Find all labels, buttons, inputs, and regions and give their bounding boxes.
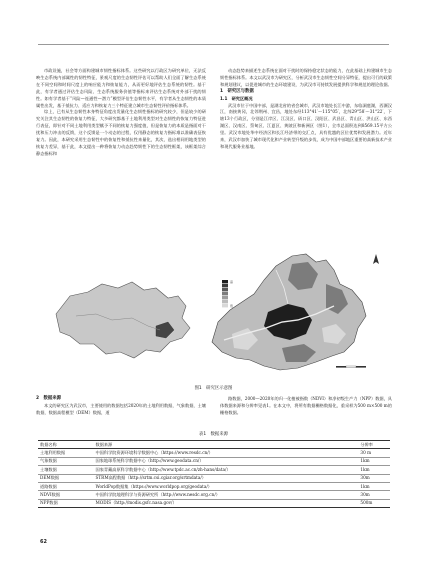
scale-bar <box>336 366 366 368</box>
data-source-text-left: 本文的研究区为武汉市，主要使用的数据包括2020年的土地利用数据，气象数据，土壤数据，数据高程模型（DEM）数据，道 <box>36 402 206 415</box>
north-arrow-icon <box>373 254 379 264</box>
cell-name: 土地利用数据 <box>40 449 66 455</box>
cell-source: MODIS（http://modis.gsfc.nasa.gov/） <box>95 500 177 506</box>
table-header-row <box>38 441 390 449</box>
table-row <box>38 466 390 474</box>
data-source-section-right <box>220 396 392 417</box>
cell-resolution: 1km <box>360 466 370 472</box>
header-source: 数据来源 <box>95 441 113 447</box>
cell-name: 气象数据 <box>40 458 57 464</box>
table-row <box>38 449 390 457</box>
table-row <box>38 491 390 499</box>
table-row <box>38 482 390 490</box>
cell-resolution: 1km <box>360 483 370 489</box>
cell-name: 道路数据 <box>40 483 57 489</box>
cell-source: WorldPop数据集（https://www.worldpop.org/geodata/） <box>95 483 212 489</box>
cell-name: NDVI数据 <box>40 491 61 497</box>
cell-name: 土壤数据 <box>40 466 57 472</box>
cell-source: 国家青藏高原科学数据中心（http://www.tpdc.ac.cn/zh-hans/data/） <box>95 466 231 472</box>
page-number: 62 <box>40 539 47 545</box>
right-column <box>220 68 392 151</box>
hubei-inset-map <box>56 282 190 358</box>
left-paragraph-1: 市政设施，社会等方面构建城市韧性指标体系。这些研究以行政区为研究单位，无法反映生态系统内部属性的韧性特征，景观尺度的生态韧性评估可以帮助人们全面了解生态系统在不同空间和时间尺度上的响应能力和恢复能力，从而更好地评估生态系统的韧性。基于此，有学者通过评估生态风险、生态系统服务价值等指标来评估生态系统对外部干扰的韧性。如有学者基于“风险—连通性—潜力”模型评估生态韧性水平，有学者从生态韧性的本质属性出发，基于抵抗力、适应力和恢复力三个特征建立城市生态韧性评价指标体系。 <box>36 68 206 108</box>
cell-resolution: 30m <box>360 475 370 481</box>
table-row <box>38 457 390 465</box>
study-area-map <box>36 244 392 376</box>
subsection-heading: 1.1 研究区概况 <box>220 95 253 101</box>
cell-name: NPP数据 <box>40 500 58 506</box>
cell-source: 中国科学院资源环境科学数据中心（https://www.resdc.cn/） <box>95 449 213 455</box>
data-source-text-right: 路数据，2000—2020年的归一化植被指数（NDVI）和净初级生产力（NPP）数据，具体数据来源和分辨率见表1。在本文中，将所有数据栅格数据化，重采样为500 m×500 m的栅格数据。 <box>220 396 392 415</box>
study-area-paragraph: 武汉市位于中国中部，是湖北省的省会城市，武汉市地处长江中游，东临洞庭湖，西濒汉江，南接黄冈，北邻荆州、宜昌，地处东经113°41′～115°05′，北纬29°58′～31°22′，下辖13个行政区，分别是江岸区、江汉区、硚口区、汉阳区、武昌区、青山区、洪山区、东西湖区、汉南区、蔡甸区、江夏区、黄陂区和新洲区（图1），全市总面积达到8569.15平方公里。武汉市地处华中经济区和长江经济带的交汇点，具有优越的区位优势和发展潜力。近年来，武汉市加快了城市现代化和产业转型升级的步伐，成为中国中部地区重要的高新技术产业和现代服务业基地。 <box>220 102 392 149</box>
header-name: 数据名称 <box>40 441 57 447</box>
legend-label-high: 高 <box>230 280 234 284</box>
cell-resolution: 30m <box>360 491 370 497</box>
legend-label-low: 低 <box>230 304 234 308</box>
cell-resolution: 500m <box>360 500 373 506</box>
cell-source: STRM高程数据（http://srtm.csi.cgiar.org/srtmdata/） <box>95 475 206 481</box>
data-source-section-left <box>36 396 206 417</box>
study-area-figure <box>36 244 392 376</box>
figure-caption: 图1 研究区示意图 <box>194 386 233 391</box>
left-paragraph-2: 综上，已有从生态韧性本身特征角度出发量化生态韧性指标的研究较少，但是较少的研究关注其生态韧性的恢复力特征，大多研究都基于土地利用类型对生态韧性的恢复力特征进行表征，即针对不同土地利用类型赋予不同的恢复力强度值，但是恢复力的本质是指面对干扰和压力冲击的反馈，这个反馈是一个动态的过程，仅用静态的恢复力指标难以准确表征恢复力。因此，本研究采用生态韧性中的恢复性和抵抗性来量化，其次，选出相同用地类型的恢复力差异，基于此，本文提出一种将恢复力动态趋势韧性下的生态韧性框架，该框架综合静态指标和 <box>36 109 206 156</box>
cell-resolution: 30 m <box>360 449 372 455</box>
cell-name: DEM数据 <box>40 475 60 481</box>
map-legend <box>222 279 233 308</box>
table-row <box>38 474 390 482</box>
header-rule <box>38 44 389 45</box>
cell-resolution: 1km <box>360 458 370 464</box>
table-row <box>38 499 390 507</box>
right-paragraph-1: 动态趋势来描述生态系统在面对干扰时的保持稳定状态的能力，在此基础上构建城市生态韧性指标体系。本文以武汉市为研究区，分析武汉市生态韧性空间分异特征，提出可行的政策和规划建议，以促进城市的生态环境建设，为武汉市可持续发展提供科学和规范的理论依据。 <box>220 68 392 87</box>
section-heading: 1 研究区与数据 <box>220 88 254 94</box>
cell-source: 国家地球系统科学数据中心（http://www.geodata.cn/） <box>95 458 204 464</box>
data-source-heading: 2 数据来源 <box>36 396 62 401</box>
data-source-table <box>38 440 390 508</box>
wuhan-land-cover-map <box>212 254 366 370</box>
left-column <box>36 68 206 158</box>
header-resolution: 分辨率 <box>360 441 373 447</box>
table-caption: 表1 数据来源 <box>198 432 229 437</box>
cell-source: 中国科学院地理科学与资源研究所（http://www.nesdc.org.cn/） <box>95 491 220 497</box>
